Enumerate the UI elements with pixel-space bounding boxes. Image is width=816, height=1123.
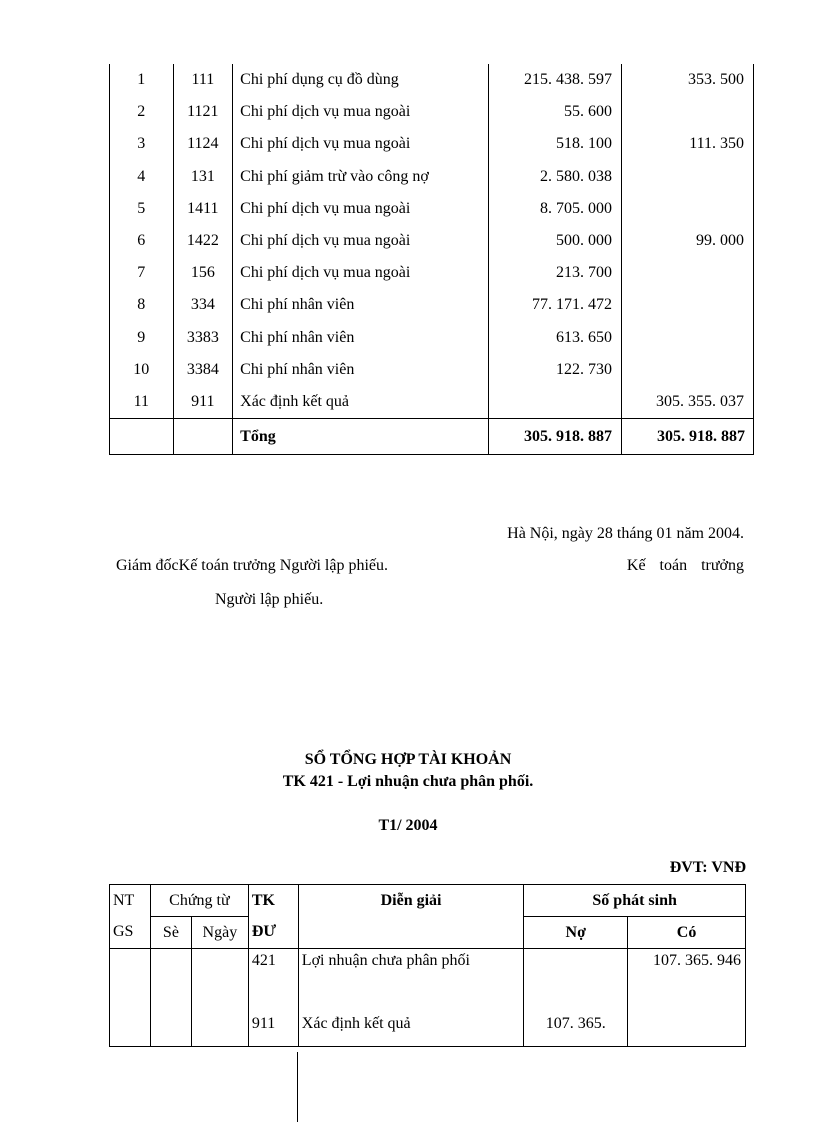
header-gs: GS <box>110 917 151 949</box>
cell-desc: Xác định kết quả <box>233 386 489 419</box>
cell-tk: 1422 <box>173 225 233 257</box>
header-dien-giai: Diễn giải <box>298 885 524 917</box>
table-row <box>110 386 754 419</box>
cell-desc: Chi phí nhân viên <box>233 289 489 321</box>
cell-co <box>621 96 753 128</box>
ledger-row-2-desc: Xác định kết quả <box>301 1015 411 1032</box>
cell-stt: 7 <box>110 257 174 289</box>
cell-co: 305. 355. 037 <box>621 386 753 419</box>
cell-co <box>621 161 753 193</box>
table-row <box>110 96 754 128</box>
cell-desc: Chi phí giảm trừ vào công nợ <box>233 161 489 193</box>
cell-co: 99. 000 <box>621 225 753 257</box>
cell-co <box>621 193 753 225</box>
cell-no: 518. 100 <box>488 128 621 160</box>
ledger-row-1-tk: 421 <box>251 952 276 969</box>
cell-no: 8. 705. 000 <box>488 193 621 225</box>
cell-stt: 11 <box>110 386 174 419</box>
ledger-continuation-line <box>297 1052 298 1122</box>
cell-desc: Chi phí nhân viên <box>233 354 489 386</box>
cell-desc: Chi phí dịch vụ mua ngoài <box>233 225 489 257</box>
header-se: Sè <box>150 917 191 949</box>
header-so-phat-sinh: Số phát sinh <box>524 885 746 917</box>
cell-desc: Chi phí dịch vụ mua ngoài <box>233 257 489 289</box>
cell-tk: 131 <box>173 161 233 193</box>
ledger-title: SỔ TỔNG HỢP TÀI KHOẢN <box>304 751 512 768</box>
total-label: Tổng <box>233 419 489 455</box>
total-row <box>110 419 754 455</box>
cell-stt: 4 <box>110 161 174 193</box>
ledger-unit: ĐVT: VNĐ <box>669 859 746 876</box>
header-co: Có <box>628 917 746 949</box>
table-row <box>110 64 754 96</box>
cell-tk: 334 <box>173 289 233 321</box>
cell-tk: 911 <box>173 386 233 419</box>
cell-no: 122. 730 <box>488 354 621 386</box>
cell-tk: 156 <box>173 257 233 289</box>
cell-no: 2. 580. 038 <box>488 161 621 193</box>
cell-stt: 1 <box>110 64 174 96</box>
signature-second-line: Người lập phiếu. <box>215 591 324 608</box>
table-row <box>110 354 754 386</box>
table-row <box>110 257 754 289</box>
signature-date: Hà Nội, ngày 28 tháng 01 năm 2004. <box>507 525 744 542</box>
cell-no: 215. 438. 597 <box>488 64 621 96</box>
cell-tk: 111 <box>173 64 233 96</box>
total-no: 305. 918. 887 <box>488 419 621 455</box>
header-du: ĐƯ <box>248 917 298 949</box>
cell-desc: Chi phí dịch vụ mua ngoài <box>233 128 489 160</box>
cell-stt: 9 <box>110 322 174 354</box>
cell-no: 213. 700 <box>488 257 621 289</box>
table-row <box>110 289 754 321</box>
header-chung-tu: Chứng từ <box>150 885 248 917</box>
ledger-row-1-co: 107. 365. 946 <box>653 952 741 969</box>
ledger-period: T1/ 2004 <box>378 817 438 834</box>
ledger-row-1-desc: Lợi nhuận chưa phân phối <box>301 952 470 969</box>
table-row <box>110 225 754 257</box>
cell-desc: Chi phí dịch vụ mua ngoài <box>233 96 489 128</box>
cell-stt: 6 <box>110 225 174 257</box>
cell-stt: 2 <box>110 96 174 128</box>
signature-right-line: Kế toán trưởng <box>626 557 744 574</box>
cell-desc: Chi phí nhân viên <box>233 322 489 354</box>
accounts-table <box>109 64 754 455</box>
cell-co <box>621 354 753 386</box>
header-no: Nợ <box>524 917 628 949</box>
table-row <box>110 322 754 354</box>
cell-no: 55. 600 <box>488 96 621 128</box>
cell-stt: 10 <box>110 354 174 386</box>
cell-desc: Chi phí dịch vụ mua ngoài <box>233 193 489 225</box>
header-ngay: Ngày <box>191 917 248 949</box>
cell-tk: 1124 <box>173 128 233 160</box>
header-tk: TK <box>248 885 298 917</box>
cell-no: 77. 171. 472 <box>488 289 621 321</box>
header-nt: NT <box>110 885 151 917</box>
cell-tk: 3383 <box>173 322 233 354</box>
ledger-row-2-tk: 911 <box>251 1015 276 1032</box>
cell-stt: 3 <box>110 128 174 160</box>
cell-tk: 1121 <box>173 96 233 128</box>
cell-tk: 3384 <box>173 354 233 386</box>
cell-desc: Chi phí dụng cụ đồ dùng <box>233 64 489 96</box>
cell-no: 500. 000 <box>488 225 621 257</box>
cell-stt: 8 <box>110 289 174 321</box>
table-row <box>110 193 754 225</box>
ledger-row-1-no <box>527 952 624 1015</box>
ledger-subtitle: TK 421 - Lợi nhuận chưa phân phối. <box>282 773 534 790</box>
total-co: 305. 918. 887 <box>621 419 753 455</box>
cell-stt: 5 <box>110 193 174 225</box>
cell-tk: 1411 <box>173 193 233 225</box>
cell-co: 111. 350 <box>621 128 753 160</box>
signature-left-line: Giám đốcKế toán trưởng Người lập phiếu. <box>116 557 388 574</box>
ledger-body-row <box>110 949 746 1047</box>
table-row <box>110 161 754 193</box>
cell-no: 613. 650 <box>488 322 621 354</box>
cell-co <box>621 322 753 354</box>
cell-co <box>621 257 753 289</box>
ledger-table <box>109 884 746 1047</box>
cell-co: 353. 500 <box>621 64 753 96</box>
ledger-row-2-no: 107. 365. <box>545 1015 606 1032</box>
cell-no <box>488 386 621 419</box>
table-row <box>110 128 754 160</box>
cell-co <box>621 289 753 321</box>
